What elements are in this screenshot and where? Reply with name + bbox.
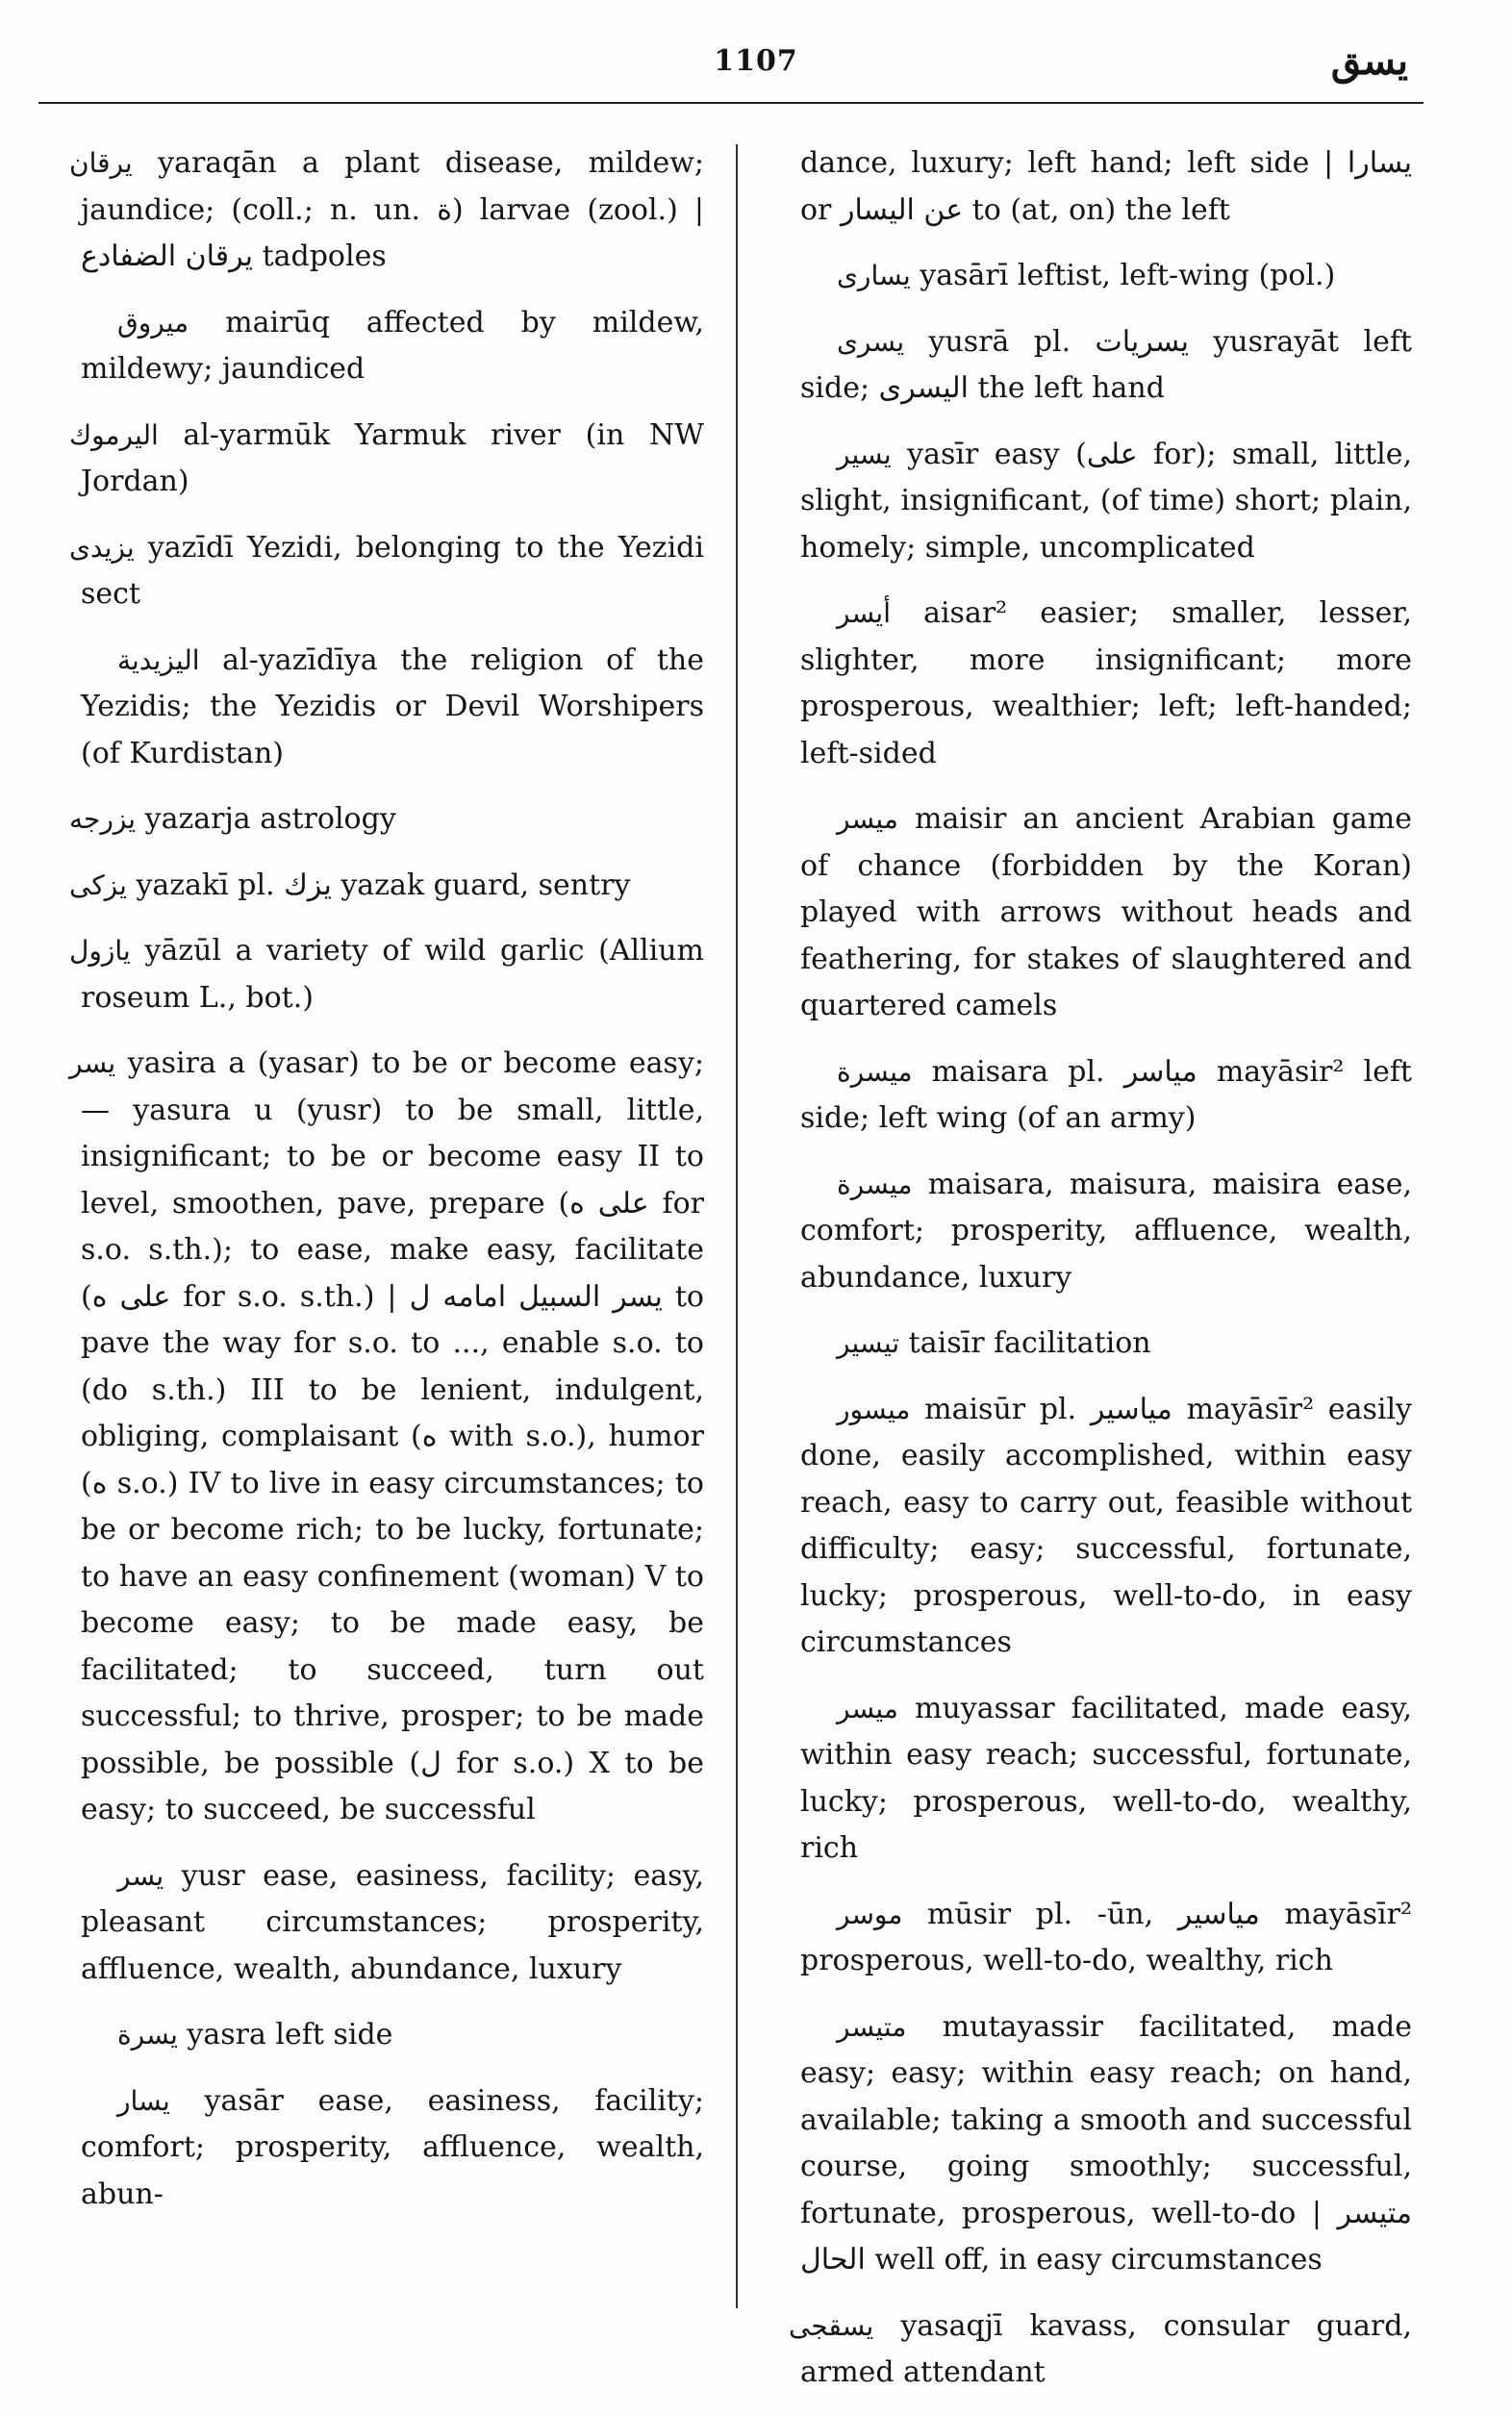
arabic-headword: يسارى xyxy=(837,260,911,291)
entry-text: yazarja astrology xyxy=(136,802,396,836)
dictionary-entry xyxy=(69,1853,704,1994)
dictionary-entry xyxy=(69,140,704,281)
arabic-headword: اليرموك xyxy=(69,418,159,451)
dictionary-entry xyxy=(789,2004,1412,2284)
dictionary-entry xyxy=(69,796,704,843)
dictionary-entry xyxy=(789,591,1412,777)
arabic-headword: ميسرة xyxy=(837,1055,913,1088)
arabic-headword: يرقان xyxy=(69,147,133,179)
dictionary-entry xyxy=(789,2303,1412,2397)
arabic-headword: يسقجى xyxy=(789,2309,874,2342)
dictionary-entry xyxy=(69,300,704,393)
entry-text: yusrā pl. يسريات yusrayāt left side; اليسرى the left hand xyxy=(800,324,1412,405)
dictionary-entry xyxy=(789,140,1412,234)
dictionary-entry xyxy=(69,638,704,778)
dictionary-entry xyxy=(69,525,704,618)
dictionary-entry xyxy=(789,1321,1412,1368)
entry-text: al-yarmūk Yarmuk river (in NW Jordan) xyxy=(81,417,704,498)
page-number: 1107 xyxy=(714,44,798,78)
entry-text: mutayassir facilitated, made easy; easy; within easy reach; on hand, available; taking a smooth and successful course, going smoothly; successful, fortunate, prosperous, well-to-do | متيسر الحال well off, in easy circumstances xyxy=(800,2009,1412,2277)
entry-text: al-yazīdīya the religion of the Yezidis; the Yezidis or Devil Worshipers (of Kurdistan) xyxy=(81,642,704,770)
dictionary-entry xyxy=(789,432,1412,572)
entry-text: aisar² easier; smaller, lesser, slighter, more insignificant; more prosperous, wealthier; left; left-handed; left-sided xyxy=(800,596,1412,770)
arabic-headword: ميسور xyxy=(837,1393,911,1425)
dictionary-entry xyxy=(789,253,1412,300)
dictionary-entry xyxy=(789,1049,1412,1143)
arabic-headword: ميسرة xyxy=(837,1168,913,1200)
entry-text: yazīdī Yezidi, belonging to the Yezidi sect xyxy=(81,530,704,611)
entry-text: yasār ease, easiness, facility; comfort; prosperity, affluence, wealth, abun- xyxy=(81,2083,704,2211)
arabic-headword: يسرى xyxy=(837,325,905,358)
entry-text: yaraqān a plant disease, mildew; jaundice; (coll.; n. un. ة) larvae (zool.) | يرقان الضفادع tadpoles xyxy=(81,146,705,273)
dictionary-entry xyxy=(789,796,1412,1030)
dictionary-entry xyxy=(69,2078,704,2219)
arabic-headword: يسير xyxy=(837,438,892,470)
entry-text: yasra left side xyxy=(177,2018,393,2051)
entry-text: mūsir pl. -ūn, مياسير mayāsīr² prosperous, well-to-do, wealthy, rich xyxy=(800,1897,1413,1977)
left-column xyxy=(69,140,704,2237)
entry-text: taisīr facilitation xyxy=(899,1326,1151,1360)
entry-text: maisara, maisura, maisira ease, comfort; prosperity, affluence, wealth, abundance, luxury xyxy=(800,1167,1412,1295)
dictionary-entry xyxy=(69,863,704,910)
entry-text: yasaqjī kavass, consular guard, armed attendant xyxy=(800,2308,1412,2389)
entry-text: muyassar facilitated, made easy, within easy reach; successful, fortunate, lucky; prosperous, well-to-do, wealthy, rich xyxy=(800,1691,1412,1865)
dictionary-entry xyxy=(69,413,704,506)
dictionary-entry xyxy=(789,1387,1412,1667)
dictionary-entry xyxy=(69,1041,704,1834)
arabic-headword: يازول xyxy=(69,935,131,967)
entry-text: yasīr easy (على for); small, little, slight, insignificant, (of time) short; plain, homely; simple, uncomplicated xyxy=(800,437,1412,565)
arabic-headword: ميسر xyxy=(837,803,898,835)
arabic-headword: يزكى xyxy=(69,868,127,901)
running-head: يسق xyxy=(1330,38,1408,84)
arabic-headword: يسرة xyxy=(117,2019,178,2051)
arabic-headword: يزيدى xyxy=(69,531,135,564)
arabic-headword: متيسر xyxy=(837,2010,907,2043)
dictionary-entry xyxy=(789,1892,1412,1985)
entry-text: maisūr pl. مياسير mayāsīr² easily done, easily accomplished, within easy reach, easy to carry out, feasible without difficulty; easy; successful, fortunate, lucky; prosperous, well-to-do, in easy circumstances xyxy=(800,1392,1412,1659)
entry-text: mairūq affected by mildew, mildewy; jaundiced xyxy=(81,305,704,386)
arabic-headword: ميروق xyxy=(117,306,189,339)
dictionary-entry xyxy=(69,928,704,1021)
dictionary-entry xyxy=(789,319,1412,413)
dictionary-entry xyxy=(69,2012,704,2059)
entry-text: maisara pl. مياسر mayāsir² left side; left wing (of an army) xyxy=(800,1054,1412,1135)
header-rule xyxy=(38,102,1424,104)
arabic-headword: أيسر xyxy=(837,597,891,629)
dictionary-entry xyxy=(789,1162,1412,1302)
arabic-headword: اليزيدية xyxy=(117,643,200,676)
entry-text: yasira a (yasar) to be or become easy; — yasura u (yusr) to be small, little, insignificant; to be or become easy II to level, smoothen, pave, prepare (على ه for s.o. s.th.); to ease, make easy, facilitate (على ه for s.o. s.th.) | يسر السبيل امامه ل to pave the way for s.o. to ..., enable s.o. to (do s.th.) III to be lenient, indulgent, obliging, complaisant (ه with s.o.), humor (ه s.o.) IV to live in easy circumstances; to be or become rich; to be lucky, fortunate; to have an easy confinement (woman) V to become easy; to be made easy, be facilitated; to succeed, turn out successful; to thrive, prosper; to be made possible, be possible (ل for s.o.) X to be easy; to succeed, be successful xyxy=(81,1046,705,1826)
arabic-headword: يزرجه xyxy=(69,803,137,835)
entry-text: yusr ease, easiness, facility; easy, pleasant circumstances; prosperity, affluence, wealth, abundance, luxury xyxy=(81,1858,704,1986)
entry-text: yāzūl a variety of wild garlic (Allium roseum L., bot.) xyxy=(81,934,704,1015)
arabic-headword: يسار xyxy=(117,2084,170,2117)
entry-text: yazakī pl. يزك yazak guard, sentry xyxy=(126,868,631,902)
arabic-headword: تيسير xyxy=(837,1327,900,1359)
arabic-headword: يسر xyxy=(69,1047,116,1079)
arabic-headword: موسر xyxy=(837,1898,903,1930)
entry-text: dance, luxury; left hand; left side | يسارا or عن اليسار to (at, on) the left xyxy=(800,146,1412,227)
right-column xyxy=(789,140,1412,2416)
arabic-headword: ميسر xyxy=(837,1692,898,1724)
column-divider xyxy=(736,144,738,2308)
dictionary-entry xyxy=(789,1686,1412,1873)
arabic-headword: يسر xyxy=(117,1859,164,1892)
entry-text: yasārī leftist, left-wing (pol.) xyxy=(910,259,1336,292)
entry-text: maisir an ancient Arabian game of chance (forbidden by the Koran) played with arrows without heads and feathering, for stakes of slaughtered and quartered camels xyxy=(800,802,1412,1022)
